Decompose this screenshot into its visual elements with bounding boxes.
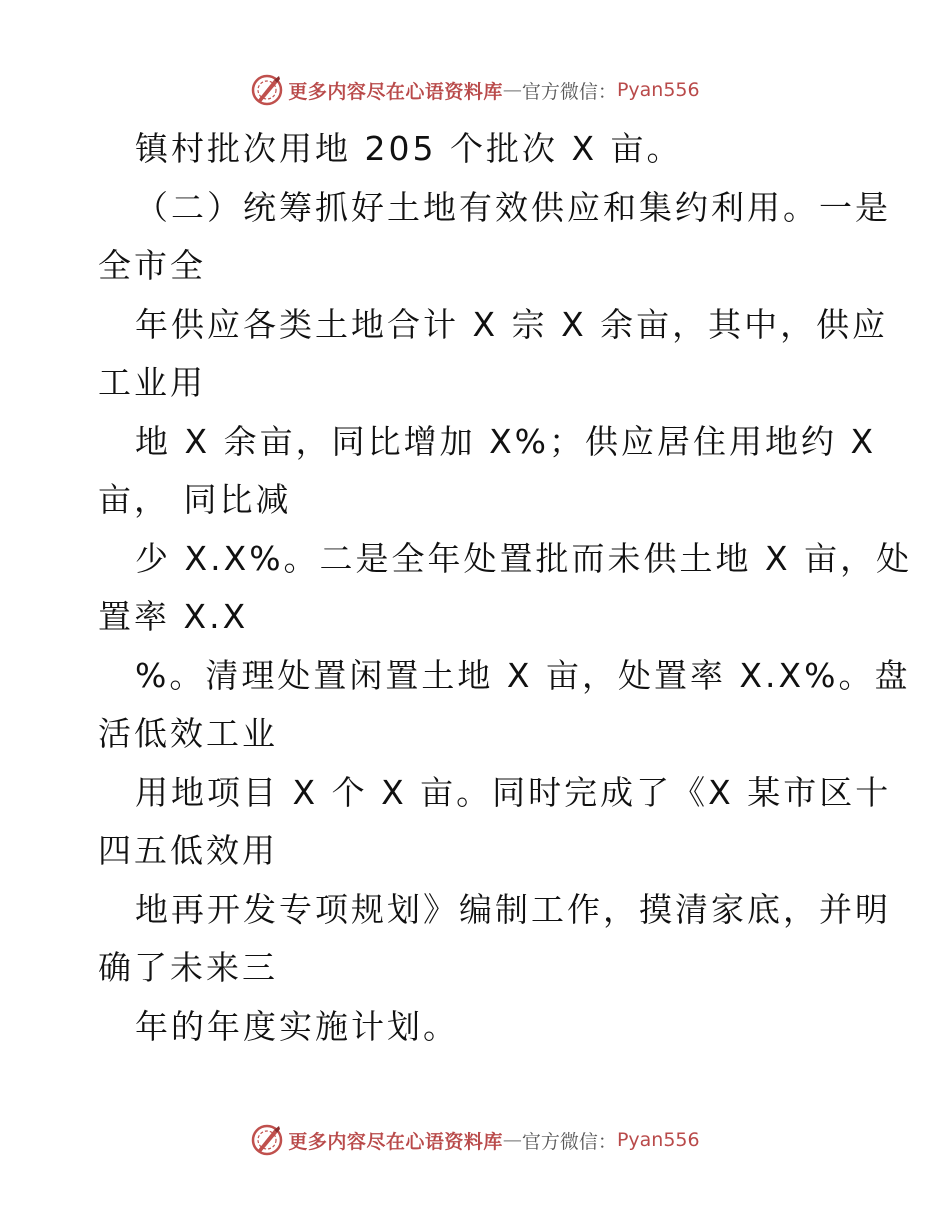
text-line: %。清理处置闲置土地 X 亩，处置率 X.X%。盘 [135, 655, 911, 695]
text-line: 工业用 [98, 363, 206, 402]
quill-pen-circle-icon [250, 73, 284, 107]
text-line: 年的年度实施计划。 [135, 1006, 459, 1046]
text-line: 亩， 同比减 [98, 480, 292, 519]
text-line: 少 X.X%。二是全年处置批而未供土地 X 亩，处 [135, 538, 913, 578]
footer-wechat-label: 官方微信： [521, 1130, 617, 1153]
text-line: 镇村批次用地 205 个批次 X 亩。 [135, 129, 683, 168]
text-line: 全市全 [98, 246, 206, 285]
text-line: （二）统筹抓好土地有效供应和集约利用。一是 [135, 187, 891, 227]
header-wechat-id: Pyan556 [616, 79, 700, 101]
header-brand-text: 更多内容尽在心语资料库 [288, 80, 503, 103]
header-banner [0, 70, 950, 110]
text-line: 置率 X.X [98, 597, 249, 636]
text-line: 用地项目 X 个 X 亩。同时完成了《X 某市区十 [135, 772, 892, 812]
body-text [98, 120, 913, 1056]
footer-wechat-id: Pyan556 [616, 1129, 700, 1151]
text-line: 活低效工业 [98, 714, 278, 753]
text-line: 四五低效用 [98, 831, 278, 870]
header-dash: — [502, 79, 522, 101]
footer-brand-text: 更多内容尽在心语资料库 [288, 1130, 503, 1153]
text-line: 地再开发专项规划》编制工作，摸清家底，并明 [135, 889, 891, 929]
footer-banner [0, 1120, 950, 1160]
footer-dash: — [502, 1129, 522, 1151]
text-line: 地 X 余亩，同比增加 X%；供应居住用地约 X [135, 421, 877, 461]
text-line: 确了未来三 [98, 948, 278, 987]
quill-pen-circle-icon [250, 1123, 284, 1157]
header-wechat-label: 官方微信： [521, 80, 617, 103]
text-line: 年供应各类土地合计 X 宗 X 余亩，其中，供应 [135, 304, 889, 344]
